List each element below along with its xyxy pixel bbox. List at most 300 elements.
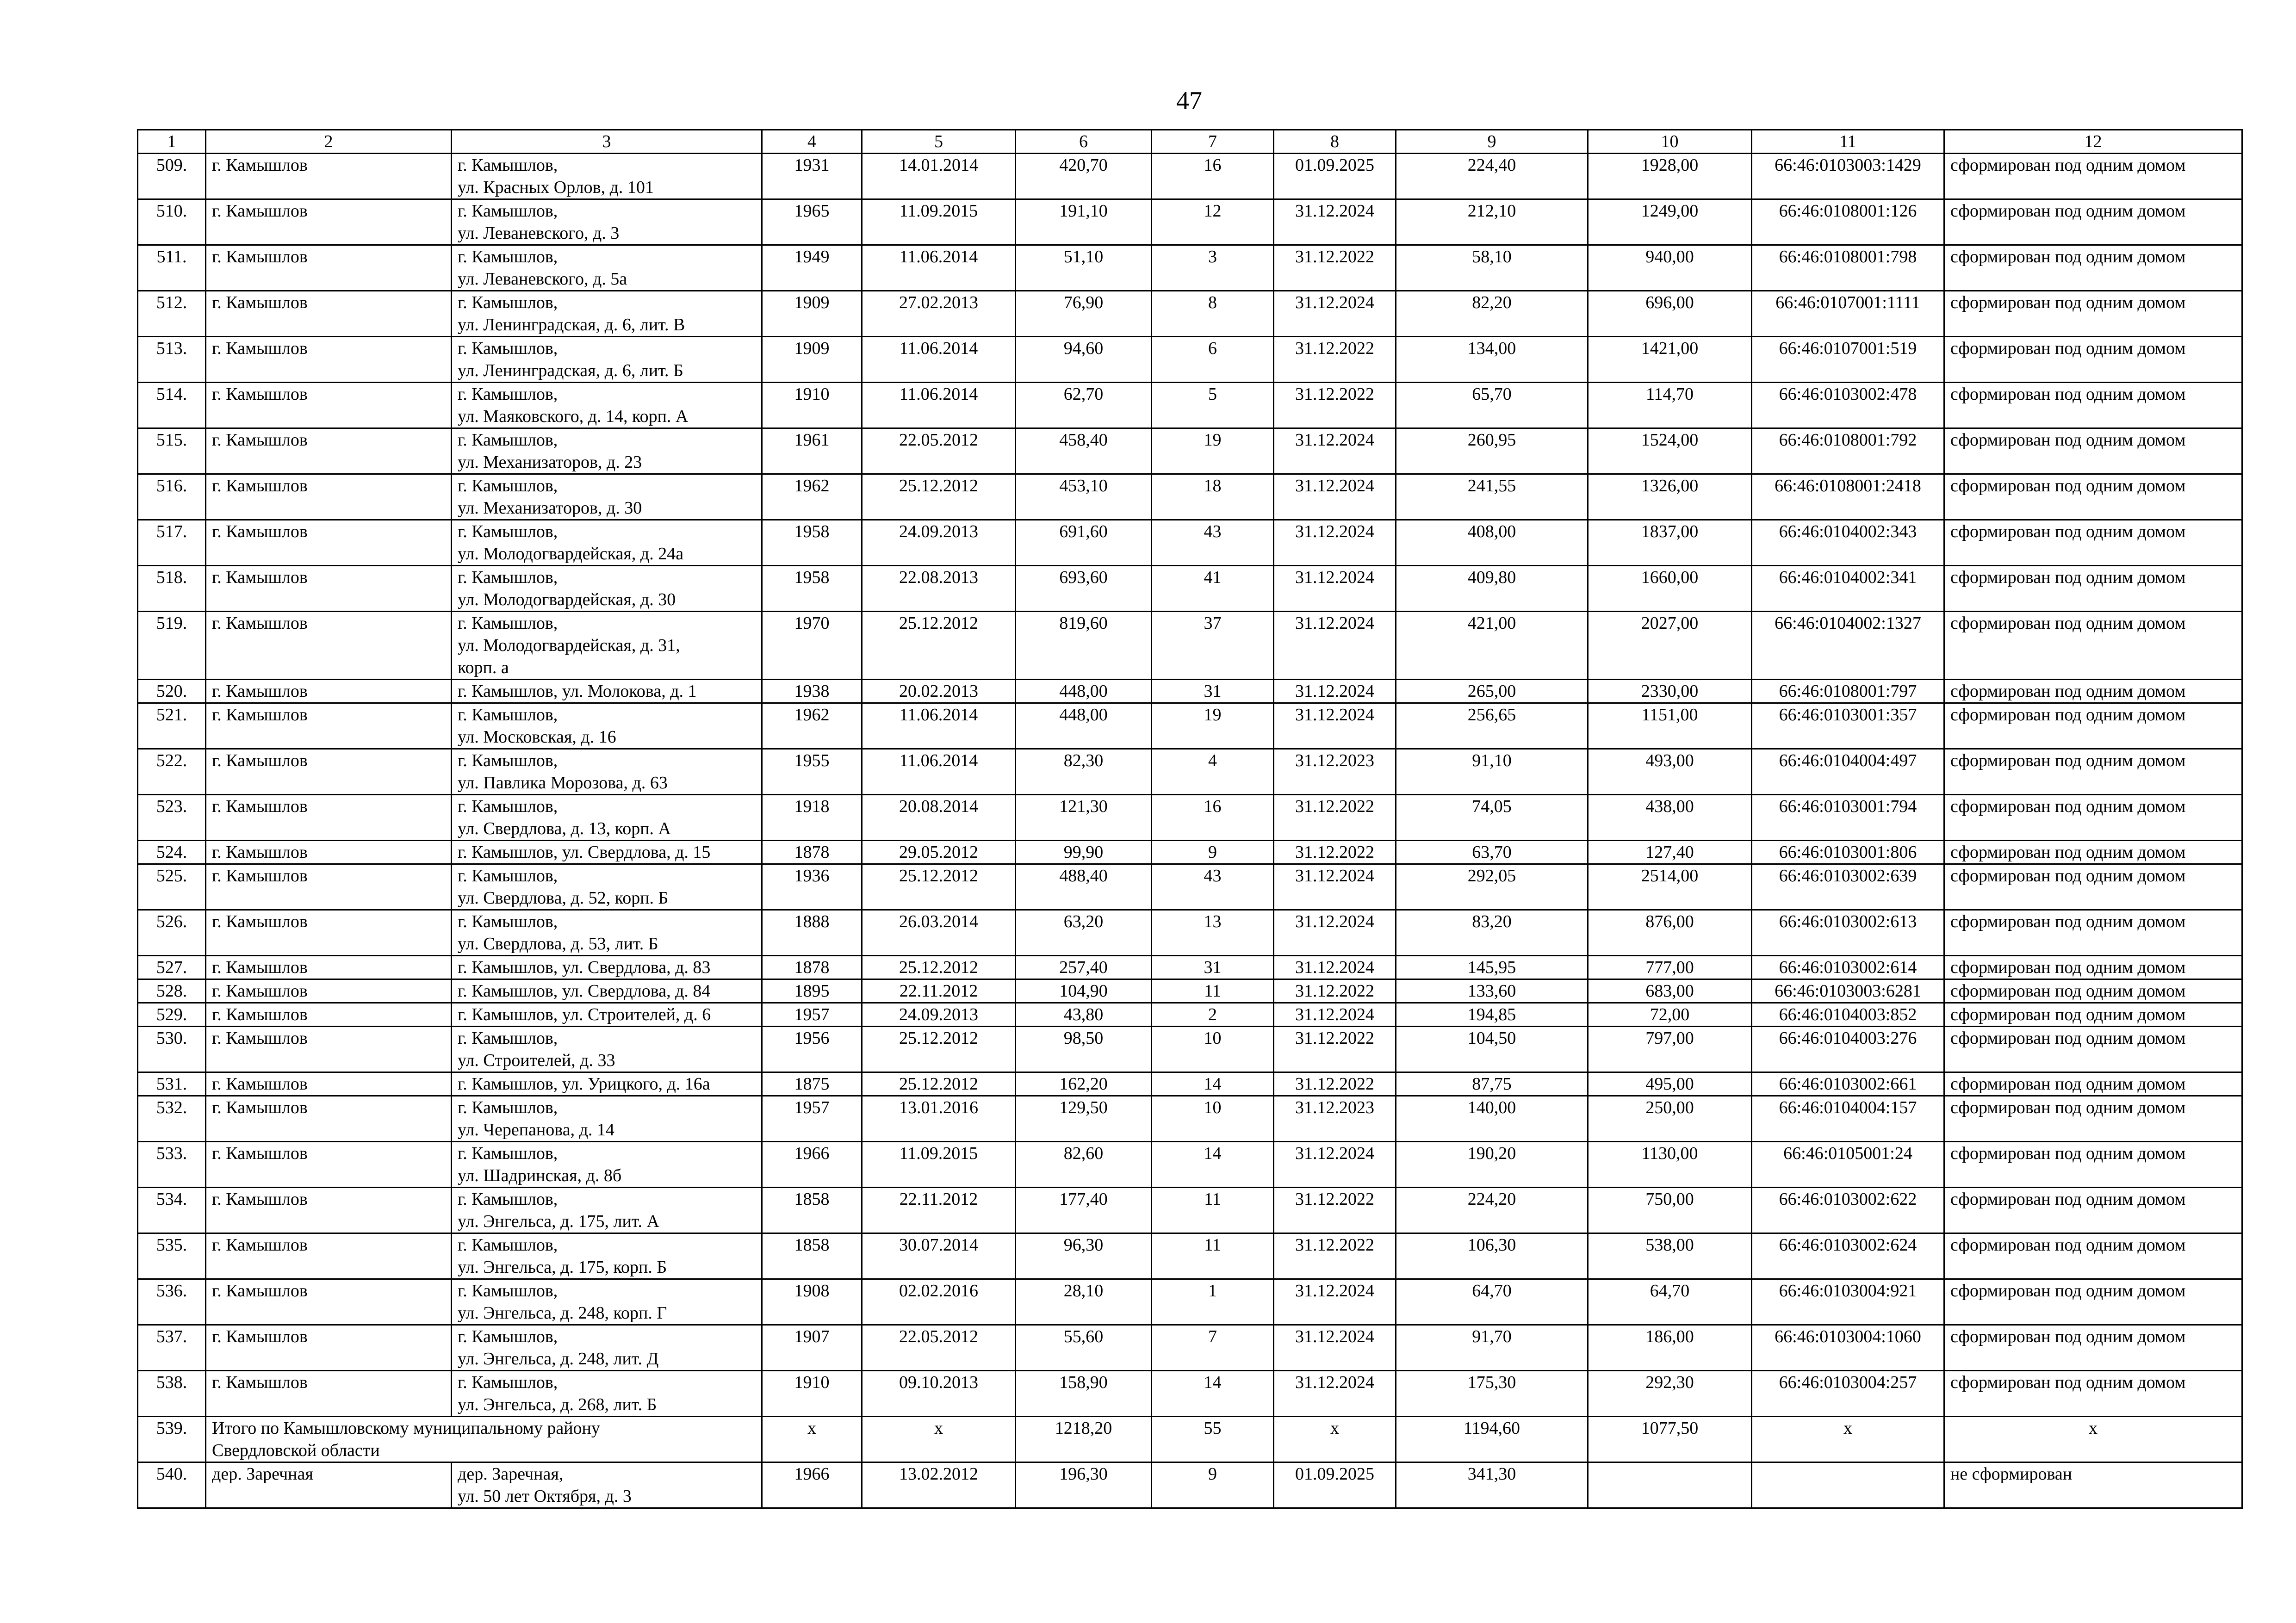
column-header: 5 <box>862 130 1016 154</box>
land-status: сформирован под одним домом <box>1944 1233 2242 1279</box>
build-year: 1878 <box>762 956 862 979</box>
date: 11.06.2014 <box>862 245 1016 291</box>
row-number: 540. <box>138 1462 206 1508</box>
date: 22.11.2012 <box>862 979 1016 1003</box>
area: 448,00 <box>1016 703 1152 749</box>
count: 19 <box>1152 428 1274 474</box>
area: 257,40 <box>1016 956 1152 979</box>
area-value: 292,05 <box>1396 864 1588 910</box>
address: г. Камышлов, ул. Энгельса, д. 175, лит. А <box>452 1188 762 1233</box>
build-year: 1958 <box>762 566 862 612</box>
row-number: 531. <box>138 1072 206 1096</box>
date: 22.05.2012 <box>862 1325 1016 1371</box>
count: 8 <box>1152 291 1274 337</box>
settlement: г. Камышлов <box>206 474 452 520</box>
deadline: 31.12.2024 <box>1274 1003 1396 1027</box>
address: г. Камышлов, ул. Красных Орлов, д. 101 <box>452 154 762 199</box>
address: дер. Заречная, ул. 50 лет Октября, д. 3 <box>452 1462 762 1508</box>
column-header: 2 <box>206 130 452 154</box>
total-value: 539. <box>138 1417 206 1462</box>
area-value: 408,00 <box>1396 520 1588 566</box>
cadastral-number: 66:46:0107001:1111 <box>1752 291 1944 337</box>
land-status: сформирован под одним домом <box>1944 245 2242 291</box>
land-status: сформирован под одним домом <box>1944 566 2242 612</box>
address: г. Камышлов, ул. Свердлова, д. 52, корп. Б <box>452 864 762 910</box>
settlement: г. Камышлов <box>206 291 452 337</box>
row-number: 519. <box>138 612 206 680</box>
count: 11 <box>1152 1233 1274 1279</box>
address: г. Камышлов, ул. Леваневского, д. 3 <box>452 199 762 245</box>
build-year: 1966 <box>762 1462 862 1508</box>
area: 691,60 <box>1016 520 1152 566</box>
area: 129,50 <box>1016 1096 1152 1142</box>
date: 09.10.2013 <box>862 1371 1016 1417</box>
build-year: 1961 <box>762 428 862 474</box>
land-area: 940,00 <box>1588 245 1752 291</box>
land-status: сформирован под одним домом <box>1944 428 2242 474</box>
land-status: сформирован под одним домом <box>1944 612 2242 680</box>
address: г. Камышлов, ул. Свердлова, д. 83 <box>452 956 762 979</box>
count: 1 <box>1152 1279 1274 1325</box>
settlement: г. Камышлов <box>206 1279 452 1325</box>
column-header: 7 <box>1152 130 1274 154</box>
deadline: 31.12.2022 <box>1274 795 1396 841</box>
build-year: 1918 <box>762 795 862 841</box>
address: г. Камышлов, ул. Энгельса, д. 248, лит. Д <box>452 1325 762 1371</box>
land-area: 1326,00 <box>1588 474 1752 520</box>
land-status: сформирован под одним домом <box>1944 154 2242 199</box>
row-number: 524. <box>138 841 206 864</box>
area-value: 175,30 <box>1396 1371 1588 1417</box>
table-row <box>138 979 2242 1003</box>
land-area: 1660,00 <box>1588 566 1752 612</box>
table-row <box>138 1279 2242 1325</box>
deadline: 31.12.2023 <box>1274 749 1396 795</box>
area-value: 82,20 <box>1396 291 1588 337</box>
area-value: 87,75 <box>1396 1072 1588 1096</box>
date: 30.07.2014 <box>862 1233 1016 1279</box>
build-year: 1955 <box>762 749 862 795</box>
date: 25.12.2012 <box>862 612 1016 680</box>
row-number: 525. <box>138 864 206 910</box>
row-number: 521. <box>138 703 206 749</box>
row-number: 530. <box>138 1027 206 1072</box>
cadastral-number: 66:46:0103004:257 <box>1752 1371 1944 1417</box>
land-status: сформирован под одним домом <box>1944 1371 2242 1417</box>
area: 121,30 <box>1016 795 1152 841</box>
land-status: сформирован под одним домом <box>1944 383 2242 428</box>
area: 28,10 <box>1016 1279 1152 1325</box>
deadline: 31.12.2022 <box>1274 1188 1396 1233</box>
table-row <box>138 383 2242 428</box>
date: 22.11.2012 <box>862 1188 1016 1233</box>
land-area: 538,00 <box>1588 1233 1752 1279</box>
date: 11.06.2014 <box>862 749 1016 795</box>
area: 448,00 <box>1016 680 1152 703</box>
land-area: 683,00 <box>1588 979 1752 1003</box>
date: 29.05.2012 <box>862 841 1016 864</box>
land-status: сформирован под одним домом <box>1944 841 2242 864</box>
count: 3 <box>1152 245 1274 291</box>
area: 63,20 <box>1016 910 1152 956</box>
date: 24.09.2013 <box>862 520 1016 566</box>
area-value: 190,20 <box>1396 1142 1588 1188</box>
cadastral-number: 66:46:0103002:639 <box>1752 864 1944 910</box>
cadastral-number: 66:46:0103002:478 <box>1752 383 1944 428</box>
date: 27.02.2013 <box>862 291 1016 337</box>
land-status: сформирован под одним домом <box>1944 864 2242 910</box>
land-status: сформирован под одним домом <box>1944 199 2242 245</box>
row-number: 513. <box>138 337 206 383</box>
column-header: 11 <box>1752 130 1944 154</box>
build-year: 1895 <box>762 979 862 1003</box>
area-value: 194,85 <box>1396 1003 1588 1027</box>
area-value: 409,80 <box>1396 566 1588 612</box>
deadline: 31.12.2023 <box>1274 1096 1396 1142</box>
area: 104,90 <box>1016 979 1152 1003</box>
table-row <box>138 428 2242 474</box>
deadline: 31.12.2022 <box>1274 383 1396 428</box>
build-year: 1966 <box>762 1142 862 1188</box>
land-area: 64,70 <box>1588 1279 1752 1325</box>
area-value: 91,10 <box>1396 749 1588 795</box>
address: г. Камышлов, ул. Энгельса, д. 175, корп. Б <box>452 1233 762 1279</box>
area: 82,60 <box>1016 1142 1152 1188</box>
date: 11.06.2014 <box>862 383 1016 428</box>
land-area <box>1588 1462 1752 1508</box>
address: г. Камышлов, ул. Павлика Морозова, д. 63 <box>452 749 762 795</box>
count: 16 <box>1152 154 1274 199</box>
table-row <box>138 841 2242 864</box>
table-row <box>138 680 2242 703</box>
area: 177,40 <box>1016 1188 1152 1233</box>
row-number: 538. <box>138 1371 206 1417</box>
settlement: г. Камышлов <box>206 1003 452 1027</box>
land-status: сформирован под одним домом <box>1944 1142 2242 1188</box>
build-year: 1910 <box>762 1371 862 1417</box>
settlement: г. Камышлов <box>206 428 452 474</box>
date: 02.02.2016 <box>862 1279 1016 1325</box>
land-area: 1524,00 <box>1588 428 1752 474</box>
count: 14 <box>1152 1371 1274 1417</box>
land-status: не сформирован <box>1944 1462 2242 1508</box>
row-number: 517. <box>138 520 206 566</box>
total-value: 1077,50 <box>1588 1417 1752 1462</box>
table-row <box>138 956 2242 979</box>
area: 420,70 <box>1016 154 1152 199</box>
count: 11 <box>1152 979 1274 1003</box>
area-value: 134,00 <box>1396 337 1588 383</box>
count: 7 <box>1152 1325 1274 1371</box>
date: 11.09.2015 <box>862 199 1016 245</box>
count: 9 <box>1152 841 1274 864</box>
build-year: 1909 <box>762 337 862 383</box>
area-value: 260,95 <box>1396 428 1588 474</box>
address: г. Камышлов, ул. Леваневского, д. 5а <box>452 245 762 291</box>
deadline: 31.12.2022 <box>1274 1072 1396 1096</box>
count: 14 <box>1152 1142 1274 1188</box>
address: г. Камышлов, ул. Шадринская, д. 8б <box>452 1142 762 1188</box>
deadline: 31.12.2022 <box>1274 245 1396 291</box>
housing-registry-table <box>137 129 2243 1509</box>
column-header: 3 <box>452 130 762 154</box>
table-row <box>138 1371 2242 1417</box>
cadastral-number: 66:46:0104003:276 <box>1752 1027 1944 1072</box>
area: 62,70 <box>1016 383 1152 428</box>
cadastral-number: 66:46:0104002:1327 <box>1752 612 1944 680</box>
count: 41 <box>1152 566 1274 612</box>
build-year: 1909 <box>762 291 862 337</box>
land-area: 1151,00 <box>1588 703 1752 749</box>
build-year: 1965 <box>762 199 862 245</box>
address: г. Камышлов, ул. Свердлова, д. 15 <box>452 841 762 864</box>
settlement: г. Камышлов <box>206 910 452 956</box>
cadastral-number: 66:46:0108001:797 <box>1752 680 1944 703</box>
land-area: 1130,00 <box>1588 1142 1752 1188</box>
cadastral-number: 66:46:0104004:157 <box>1752 1096 1944 1142</box>
cadastral-number: 66:46:0103003:6281 <box>1752 979 1944 1003</box>
deadline: 31.12.2022 <box>1274 1233 1396 1279</box>
count: 5 <box>1152 383 1274 428</box>
build-year: 1910 <box>762 383 862 428</box>
area-value: 140,00 <box>1396 1096 1588 1142</box>
area: 819,60 <box>1016 612 1152 680</box>
count: 16 <box>1152 795 1274 841</box>
total-row <box>138 1417 2242 1462</box>
land-area: 750,00 <box>1588 1188 1752 1233</box>
area-value: 74,05 <box>1396 795 1588 841</box>
area-value: 64,70 <box>1396 1279 1588 1325</box>
area: 158,90 <box>1016 1371 1152 1417</box>
count: 31 <box>1152 956 1274 979</box>
table-row <box>138 910 2242 956</box>
land-area: 2027,00 <box>1588 612 1752 680</box>
deadline: 31.12.2024 <box>1274 680 1396 703</box>
settlement: г. Камышлов <box>206 566 452 612</box>
count: 10 <box>1152 1096 1274 1142</box>
deadline: 31.12.2022 <box>1274 337 1396 383</box>
area: 693,60 <box>1016 566 1152 612</box>
settlement: г. Камышлов <box>206 383 452 428</box>
area-value: 212,10 <box>1396 199 1588 245</box>
count: 18 <box>1152 474 1274 520</box>
total-label: Итого по Камышловскому муниципальному району Свердловской области <box>206 1417 762 1462</box>
count: 19 <box>1152 703 1274 749</box>
date: 25.12.2012 <box>862 1072 1016 1096</box>
cadastral-number: 66:46:0108001:2418 <box>1752 474 1944 520</box>
land-area: 250,00 <box>1588 1096 1752 1142</box>
cadastral-number: 66:46:0103001:357 <box>1752 703 1944 749</box>
cadastral-number: 66:46:0103004:921 <box>1752 1279 1944 1325</box>
settlement: г. Камышлов <box>206 337 452 383</box>
area-value: 421,00 <box>1396 612 1588 680</box>
deadline: 31.12.2024 <box>1274 703 1396 749</box>
deadline: 31.12.2024 <box>1274 291 1396 337</box>
build-year: 1957 <box>762 1003 862 1027</box>
build-year: 1888 <box>762 910 862 956</box>
land-area: 72,00 <box>1588 1003 1752 1027</box>
row-number: 527. <box>138 956 206 979</box>
date: 13.02.2012 <box>862 1462 1016 1508</box>
land-area: 2514,00 <box>1588 864 1752 910</box>
build-year: 1936 <box>762 864 862 910</box>
table-row <box>138 520 2242 566</box>
cadastral-number: 66:46:0105001:24 <box>1752 1142 1944 1188</box>
column-header: 12 <box>1944 130 2242 154</box>
total-value: х <box>1274 1417 1396 1462</box>
count: 37 <box>1152 612 1274 680</box>
table-row <box>138 795 2242 841</box>
date: 22.05.2012 <box>862 428 1016 474</box>
count: 13 <box>1152 910 1274 956</box>
settlement: г. Камышлов <box>206 520 452 566</box>
build-year: 1962 <box>762 474 862 520</box>
settlement: г. Камышлов <box>206 1371 452 1417</box>
date: 25.12.2012 <box>862 956 1016 979</box>
area-value: 91,70 <box>1396 1325 1588 1371</box>
row-number: 534. <box>138 1188 206 1233</box>
build-year: 1962 <box>762 703 862 749</box>
date: 24.09.2013 <box>862 1003 1016 1027</box>
build-year: 1908 <box>762 1279 862 1325</box>
table-row <box>138 199 2242 245</box>
land-area: 1249,00 <box>1588 199 1752 245</box>
cadastral-number: 66:46:0103002:661 <box>1752 1072 1944 1096</box>
cadastral-number: 66:46:0103004:1060 <box>1752 1325 1944 1371</box>
table-row <box>138 612 2242 680</box>
area: 99,90 <box>1016 841 1152 864</box>
count: 11 <box>1152 1188 1274 1233</box>
settlement: г. Камышлов <box>206 199 452 245</box>
address: г. Камышлов, ул. Строителей, д. 33 <box>452 1027 762 1072</box>
build-year: 1907 <box>762 1325 862 1371</box>
table-row <box>138 154 2242 199</box>
column-header: 10 <box>1588 130 1752 154</box>
row-number: 536. <box>138 1279 206 1325</box>
land-status: сформирован под одним домом <box>1944 520 2242 566</box>
cadastral-number: 66:46:0104004:497 <box>1752 749 1944 795</box>
address: г. Камышлов, ул. Свердлова, д. 53, лит. Б <box>452 910 762 956</box>
count: 43 <box>1152 520 1274 566</box>
area-value: 133,60 <box>1396 979 1588 1003</box>
address: г. Камышлов, ул. Молодогвардейская, д. 30 <box>452 566 762 612</box>
deadline: 31.12.2024 <box>1274 474 1396 520</box>
settlement: г. Камышлов <box>206 1188 452 1233</box>
count: 10 <box>1152 1027 1274 1072</box>
deadline: 31.12.2022 <box>1274 841 1396 864</box>
area-value: 106,30 <box>1396 1233 1588 1279</box>
settlement: г. Камышлов <box>206 154 452 199</box>
total-value: 1194,60 <box>1396 1417 1588 1462</box>
build-year: 1878 <box>762 841 862 864</box>
row-number: 511. <box>138 245 206 291</box>
cadastral-number: 66:46:0104003:852 <box>1752 1003 1944 1027</box>
row-number: 537. <box>138 1325 206 1371</box>
deadline: 31.12.2024 <box>1274 1279 1396 1325</box>
area-value: 58,10 <box>1396 245 1588 291</box>
deadline: 31.12.2022 <box>1274 1027 1396 1072</box>
area: 51,10 <box>1016 245 1152 291</box>
area: 96,30 <box>1016 1233 1152 1279</box>
deadline: 31.12.2024 <box>1274 956 1396 979</box>
land-area: 777,00 <box>1588 956 1752 979</box>
land-status: сформирован под одним домом <box>1944 1096 2242 1142</box>
row-number: 522. <box>138 749 206 795</box>
area-value: 241,55 <box>1396 474 1588 520</box>
area: 488,40 <box>1016 864 1152 910</box>
build-year: 1938 <box>762 680 862 703</box>
table-row <box>138 1142 2242 1188</box>
column-header: 9 <box>1396 130 1588 154</box>
land-area: 493,00 <box>1588 749 1752 795</box>
area: 196,30 <box>1016 1462 1152 1508</box>
date: 11.06.2014 <box>862 703 1016 749</box>
settlement: г. Камышлов <box>206 612 452 680</box>
cadastral-number: 66:46:0108001:126 <box>1752 199 1944 245</box>
page-number: 47 <box>1176 87 1202 115</box>
cadastral-number: 66:46:0103002:622 <box>1752 1188 1944 1233</box>
deadline: 31.12.2024 <box>1274 566 1396 612</box>
cadastral-number <box>1752 1462 1944 1508</box>
area: 94,60 <box>1016 337 1152 383</box>
address: г. Камышлов, ул. Ленинградская, д. 6, лит. Б <box>452 337 762 383</box>
cadastral-number: 66:46:0104002:341 <box>1752 566 1944 612</box>
column-number-row <box>138 130 2242 154</box>
settlement: г. Камышлов <box>206 1325 452 1371</box>
area: 98,50 <box>1016 1027 1152 1072</box>
row-number: 512. <box>138 291 206 337</box>
settlement: г. Камышлов <box>206 680 452 703</box>
table-row <box>138 1325 2242 1371</box>
build-year: 1956 <box>762 1027 862 1072</box>
land-status: сформирован под одним домом <box>1944 795 2242 841</box>
date: 20.02.2013 <box>862 680 1016 703</box>
total-value: 1218,20 <box>1016 1417 1152 1462</box>
land-area: 696,00 <box>1588 291 1752 337</box>
land-status: сформирован под одним домом <box>1944 703 2242 749</box>
deadline: 31.12.2024 <box>1274 1371 1396 1417</box>
address: г. Камышлов, ул. Молодогвардейская, д. 31, корп. а <box>452 612 762 680</box>
table-row <box>138 1188 2242 1233</box>
row-number: 523. <box>138 795 206 841</box>
table-row <box>138 1072 2242 1096</box>
build-year: 1858 <box>762 1233 862 1279</box>
cadastral-number: 66:46:0108001:792 <box>1752 428 1944 474</box>
build-year: 1958 <box>762 520 862 566</box>
land-area: 438,00 <box>1588 795 1752 841</box>
settlement: г. Камышлов <box>206 864 452 910</box>
count: 4 <box>1152 749 1274 795</box>
land-status: сформирован под одним домом <box>1944 749 2242 795</box>
area-value: 256,65 <box>1396 703 1588 749</box>
column-header: 1 <box>138 130 206 154</box>
total-value: х <box>1944 1417 2242 1462</box>
cadastral-number: 66:46:0103001:806 <box>1752 841 1944 864</box>
land-status: сформирован под одним домом <box>1944 1325 2242 1371</box>
area-value: 341,30 <box>1396 1462 1588 1508</box>
total-value: 55 <box>1152 1417 1274 1462</box>
land-area: 2330,00 <box>1588 680 1752 703</box>
cadastral-number: 66:46:0103002:614 <box>1752 956 1944 979</box>
address: г. Камышлов, ул. Строителей, д. 6 <box>452 1003 762 1027</box>
cadastral-number: 66:46:0103002:624 <box>1752 1233 1944 1279</box>
table-row <box>138 474 2242 520</box>
area-value: 83,20 <box>1396 910 1588 956</box>
area-value: 265,00 <box>1396 680 1588 703</box>
total-value: х <box>862 1417 1016 1462</box>
settlement: г. Камышлов <box>206 1142 452 1188</box>
address: г. Камышлов, ул. Механизаторов, д. 23 <box>452 428 762 474</box>
